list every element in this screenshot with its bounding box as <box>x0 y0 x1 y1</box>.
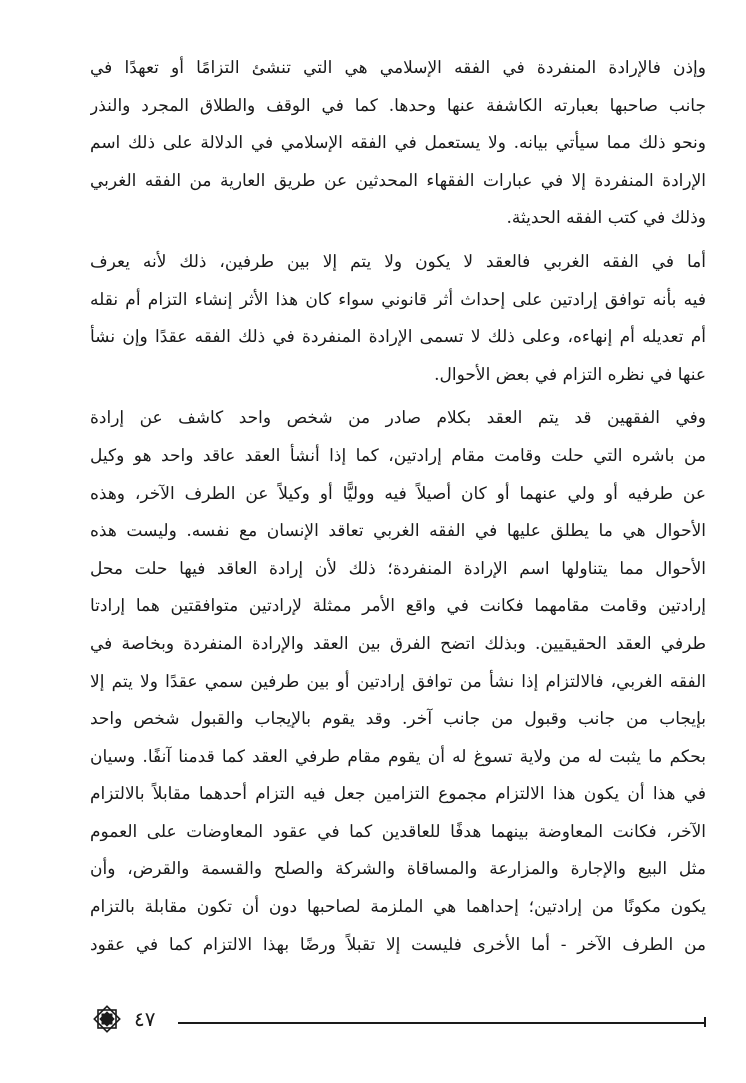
text-line: بإيجاب من جانب وقبول من جانب آخر. وقد يقوم بالإيجاب والقبول شخص واحد <box>90 709 706 730</box>
text-line: عن طرفيه أو ولي عنهما أو كان أصيلاً فيه ووليًّا أو وكيلاً عن الطرف الآخر، وهذه <box>90 483 706 504</box>
text-line: الأحوال هي ما يطلق عليها في الفقه الغربي تعاقد الإنسان مع نفسه. وليست هذه <box>90 521 706 542</box>
text-line: وإذن فالإرادة المنفردة في الفقه الإسلامي هي التي تنشئ التزامًا أو تعهدًا في <box>90 58 706 78</box>
page-footer <box>90 1002 706 1038</box>
text-line: أما في الفقه الغربي فالعقد لا يكون ولا يتم إلا بين طرفين، ذلك لأنه يعرف <box>90 251 706 272</box>
eight-point-star-ornament-icon <box>90 1002 124 1036</box>
text-line: إرادتين وقامت مقامهما فكانت في واقع الأمر ممثلة لإرادتين متوافقتين هما إرادتا <box>90 596 706 617</box>
paragraph-3 <box>90 400 706 964</box>
page-number: ٤٧ <box>134 1007 156 1031</box>
text-line: الفقه الغربي، فالالتزام إذا نشأ من توافق إرادتين أو بين طرفين سمي عقدًا ولا يتم إلا <box>90 671 706 692</box>
page-body <box>90 50 706 970</box>
text-line: يكون مكونًا من إرادتين؛ إحداهما هي الملزمة لصاحبها دون أن تكون مقابلة بالتزام <box>90 897 706 918</box>
text-line: عنها في نظره التزام في بعض الأحوال. <box>434 364 706 385</box>
text-line: جانب صاحبها بعبارته الكاشفة عنها وحدها. كما في الوقف والطلاق المجرد والنذر <box>90 95 706 116</box>
text-line: مثل البيع والإجارة والمزارعة والمساقاة والشركة والصلح والقسمة والقرض، وأن <box>90 859 706 880</box>
text-line: وذلك في كتب الفقه الحديثة. <box>506 208 706 229</box>
text-line: الآخر، فكانت المعاوضة بينهما هدفًا للعاقدين كما في عقود المعاوضات على العموم <box>90 821 706 842</box>
text-line: بحكم ما يثبت له من ولاية تسوغ له أن يقوم مقام طرفي العقد كما قدمنا آنفًا. وسيان <box>90 746 706 767</box>
text-line: الأحوال مما يتناولها اسم الإرادة المنفردة؛ ذلك لأن إرادة العاقد فيها حلت محل <box>90 558 706 579</box>
text-line: طرفي العقد الحقيقيين. وبذلك اتضح الفرق بين العقد والإرادة المنفردة وبخاصة في <box>90 633 706 654</box>
paragraph-1 <box>90 50 706 238</box>
text-line: الإرادة المنفردة إلا في عبارات الفقهاء المحدثين عن طريق العارية من الفقه الغربي <box>90 170 706 191</box>
footer-rule <box>178 1022 706 1024</box>
text-line: من باشره التي حلت وقامت مقام إرادتين، كما إذا أنشأ العقد عاقد واحد هو وكيل <box>90 445 706 466</box>
text-line: فيه بأنه توافق إرادتين على إحداث أثر قانوني سواء كان هذا الأثر إنشاء التزام أم نقله <box>90 289 706 310</box>
text-line: ونحو ذلك مما سيأتي بيانه. ولا يستعمل في الفقه الإسلامي في الدلالة على ذلك اسم <box>90 133 706 154</box>
text-line: من الطرف الآخر - أما الأخرى فليست إلا تقبلاً ورضًا بهذا الالتزام كما في عقود <box>90 934 706 955</box>
text-line: في هذا أن يكون هذا الالتزام مجموع التزامين جعل فيه التزام أحدهما مقابلاً بالالتزام <box>90 784 706 805</box>
text-line: وفي الفقهين قد يتم العقد بكلام صادر من شخص واحد كاشف عن إرادة <box>90 408 706 429</box>
paragraph-2 <box>90 244 706 394</box>
text-line: أم تعديله أم إنهاءه، وعلى ذلك لا تسمى الإرادة المنفردة في ذلك الفقه عقدًا وإن نشأ <box>90 327 706 348</box>
